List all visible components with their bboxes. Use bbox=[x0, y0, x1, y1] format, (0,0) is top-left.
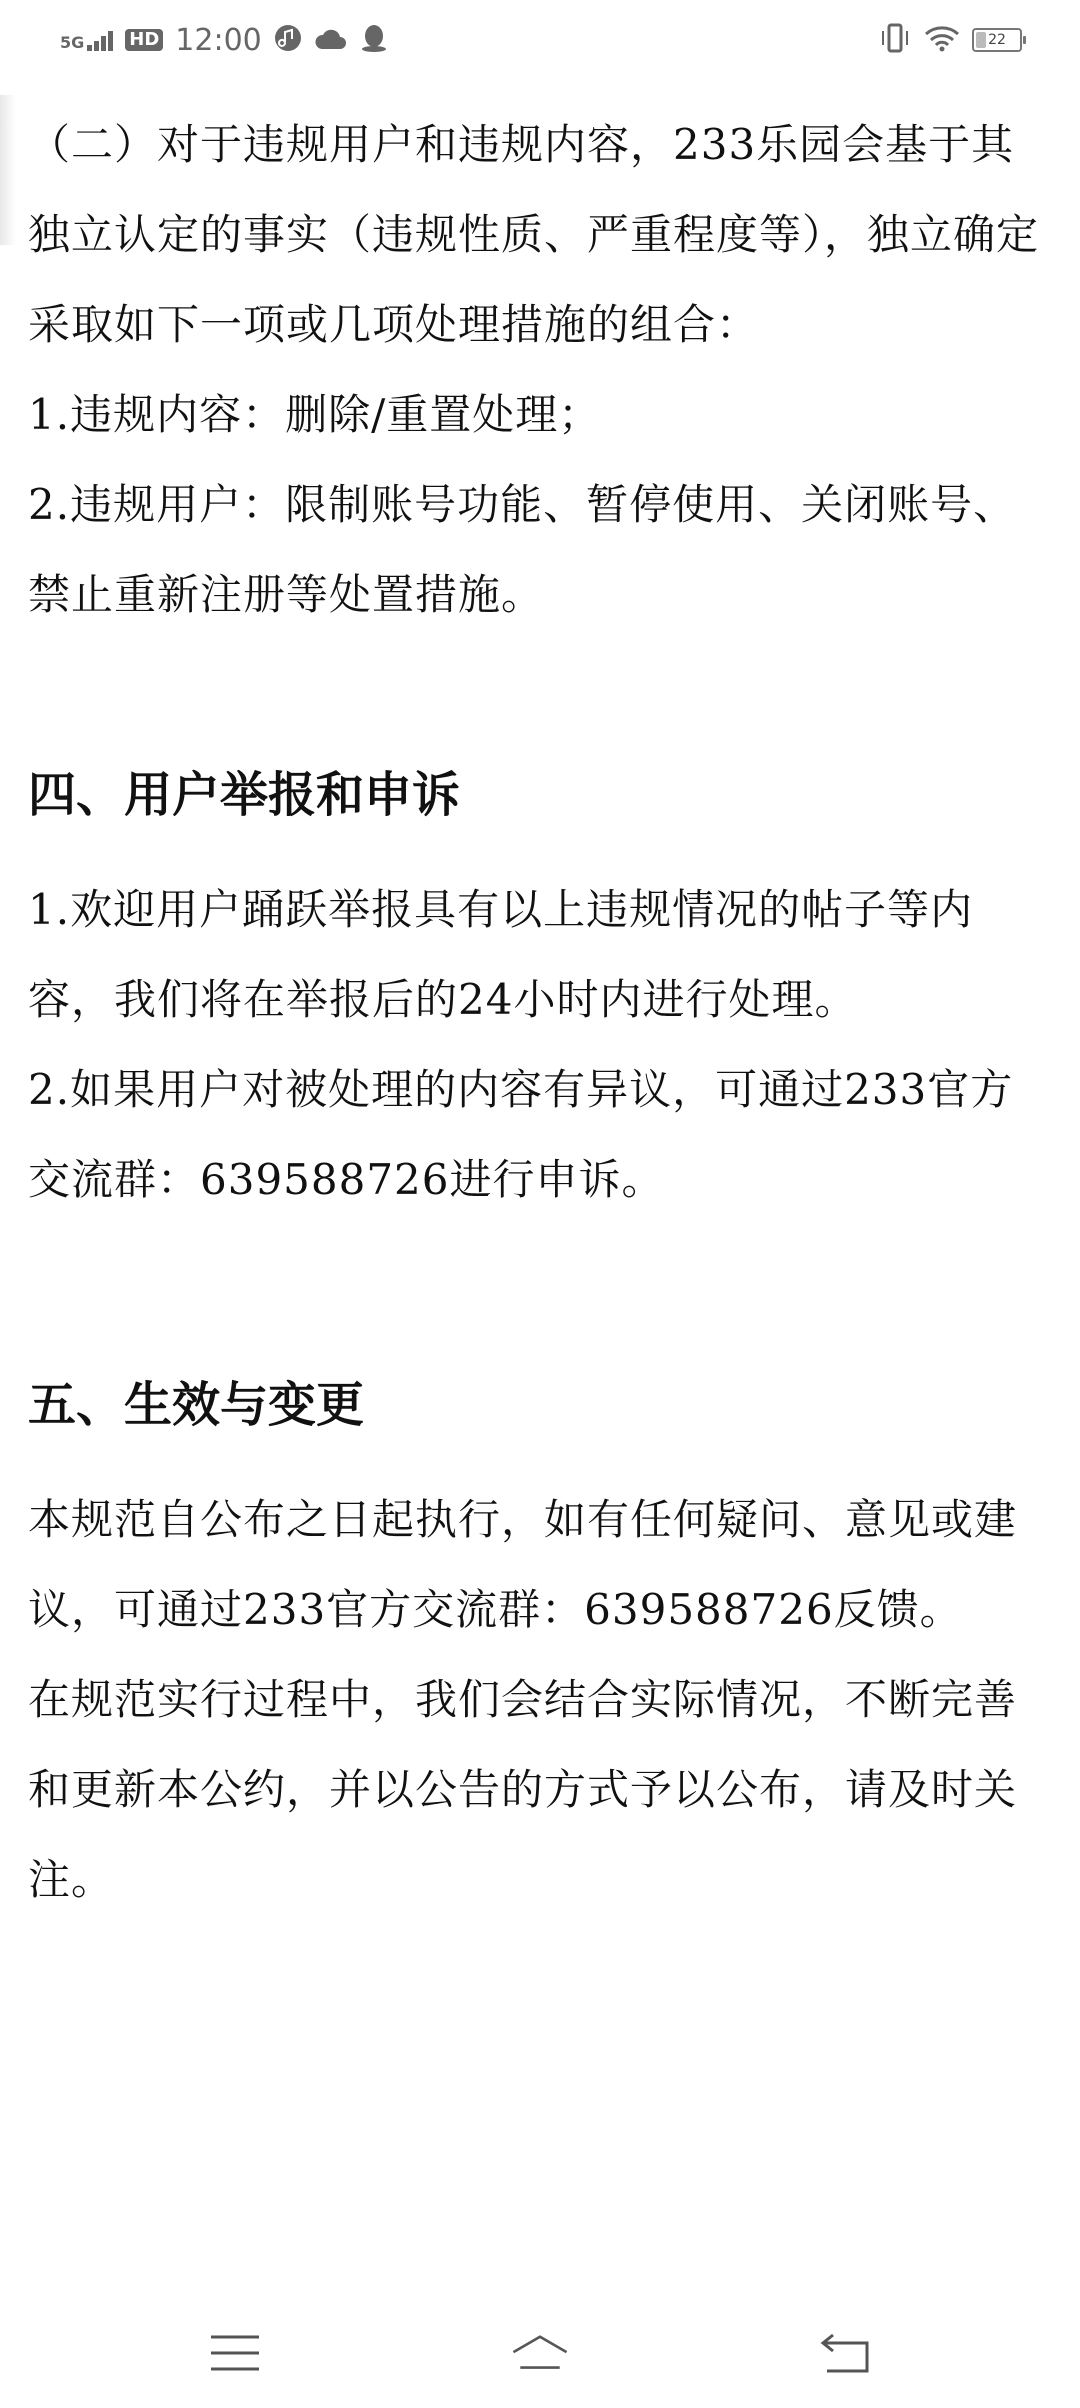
paragraph-effective: 本规范自公布之日起执行，如有任何疑问、意见或建议，可通过233官方交流群：639588726反馈。 bbox=[28, 1495, 1018, 1634]
battery-icon bbox=[972, 28, 1022, 52]
signal-icon bbox=[60, 29, 113, 51]
vibrate-icon bbox=[878, 23, 912, 57]
music-icon bbox=[274, 24, 302, 56]
status-bar bbox=[0, 0, 1080, 80]
battery-level: 22 bbox=[988, 32, 1006, 48]
status-right bbox=[878, 23, 1022, 57]
edge-gesture-indicator bbox=[0, 95, 16, 245]
clock: 12:00 bbox=[175, 22, 262, 58]
hd-icon: HD bbox=[125, 29, 163, 51]
navigation-bar bbox=[0, 2298, 1080, 2408]
section-heading-effective: 五、生效与变更 bbox=[28, 1377, 365, 1433]
cloud-icon bbox=[314, 25, 348, 55]
paragraph-violation-measures: （二）对于违规用户和违规内容，233乐园会基于其独立认定的事实（违规性质、严重程度等），独立确定采取如下一项或几项处理措施的组合： bbox=[28, 120, 1040, 349]
paragraph-updates: 在规范实行过程中，我们会结合实际情况，不断完善和更新本公约，并以公告的方式予以公布，请及时关注。 bbox=[28, 1675, 1018, 1904]
paragraph-appeal: 2.如果用户对被处理的内容有异议，可通过233官方交流群：639588726进行申诉。 bbox=[28, 1065, 1014, 1204]
wifi-icon bbox=[924, 24, 960, 56]
home-icon[interactable] bbox=[510, 2328, 570, 2378]
paragraph-user-violation: 2.违规用户：限制账号功能、暂停使用、关闭账号、禁止重新注册等处置措施。 bbox=[28, 480, 1017, 619]
section-heading-report: 四、用户举报和申诉 bbox=[28, 767, 461, 823]
network-label: 5G bbox=[60, 33, 85, 52]
menu-icon[interactable] bbox=[205, 2328, 265, 2378]
back-icon[interactable] bbox=[815, 2328, 875, 2378]
qq-icon bbox=[360, 23, 388, 57]
paragraph-content-violation: 1.违规内容：删除/重置处理； bbox=[28, 390, 602, 439]
status-left bbox=[60, 23, 388, 58]
paragraph-report: 1.欢迎用户踊跃举报具有以上违规情况的帖子等内容，我们将在举报后的24小时内进行处理。 bbox=[28, 885, 974, 1024]
document-content bbox=[28, 100, 1043, 1925]
